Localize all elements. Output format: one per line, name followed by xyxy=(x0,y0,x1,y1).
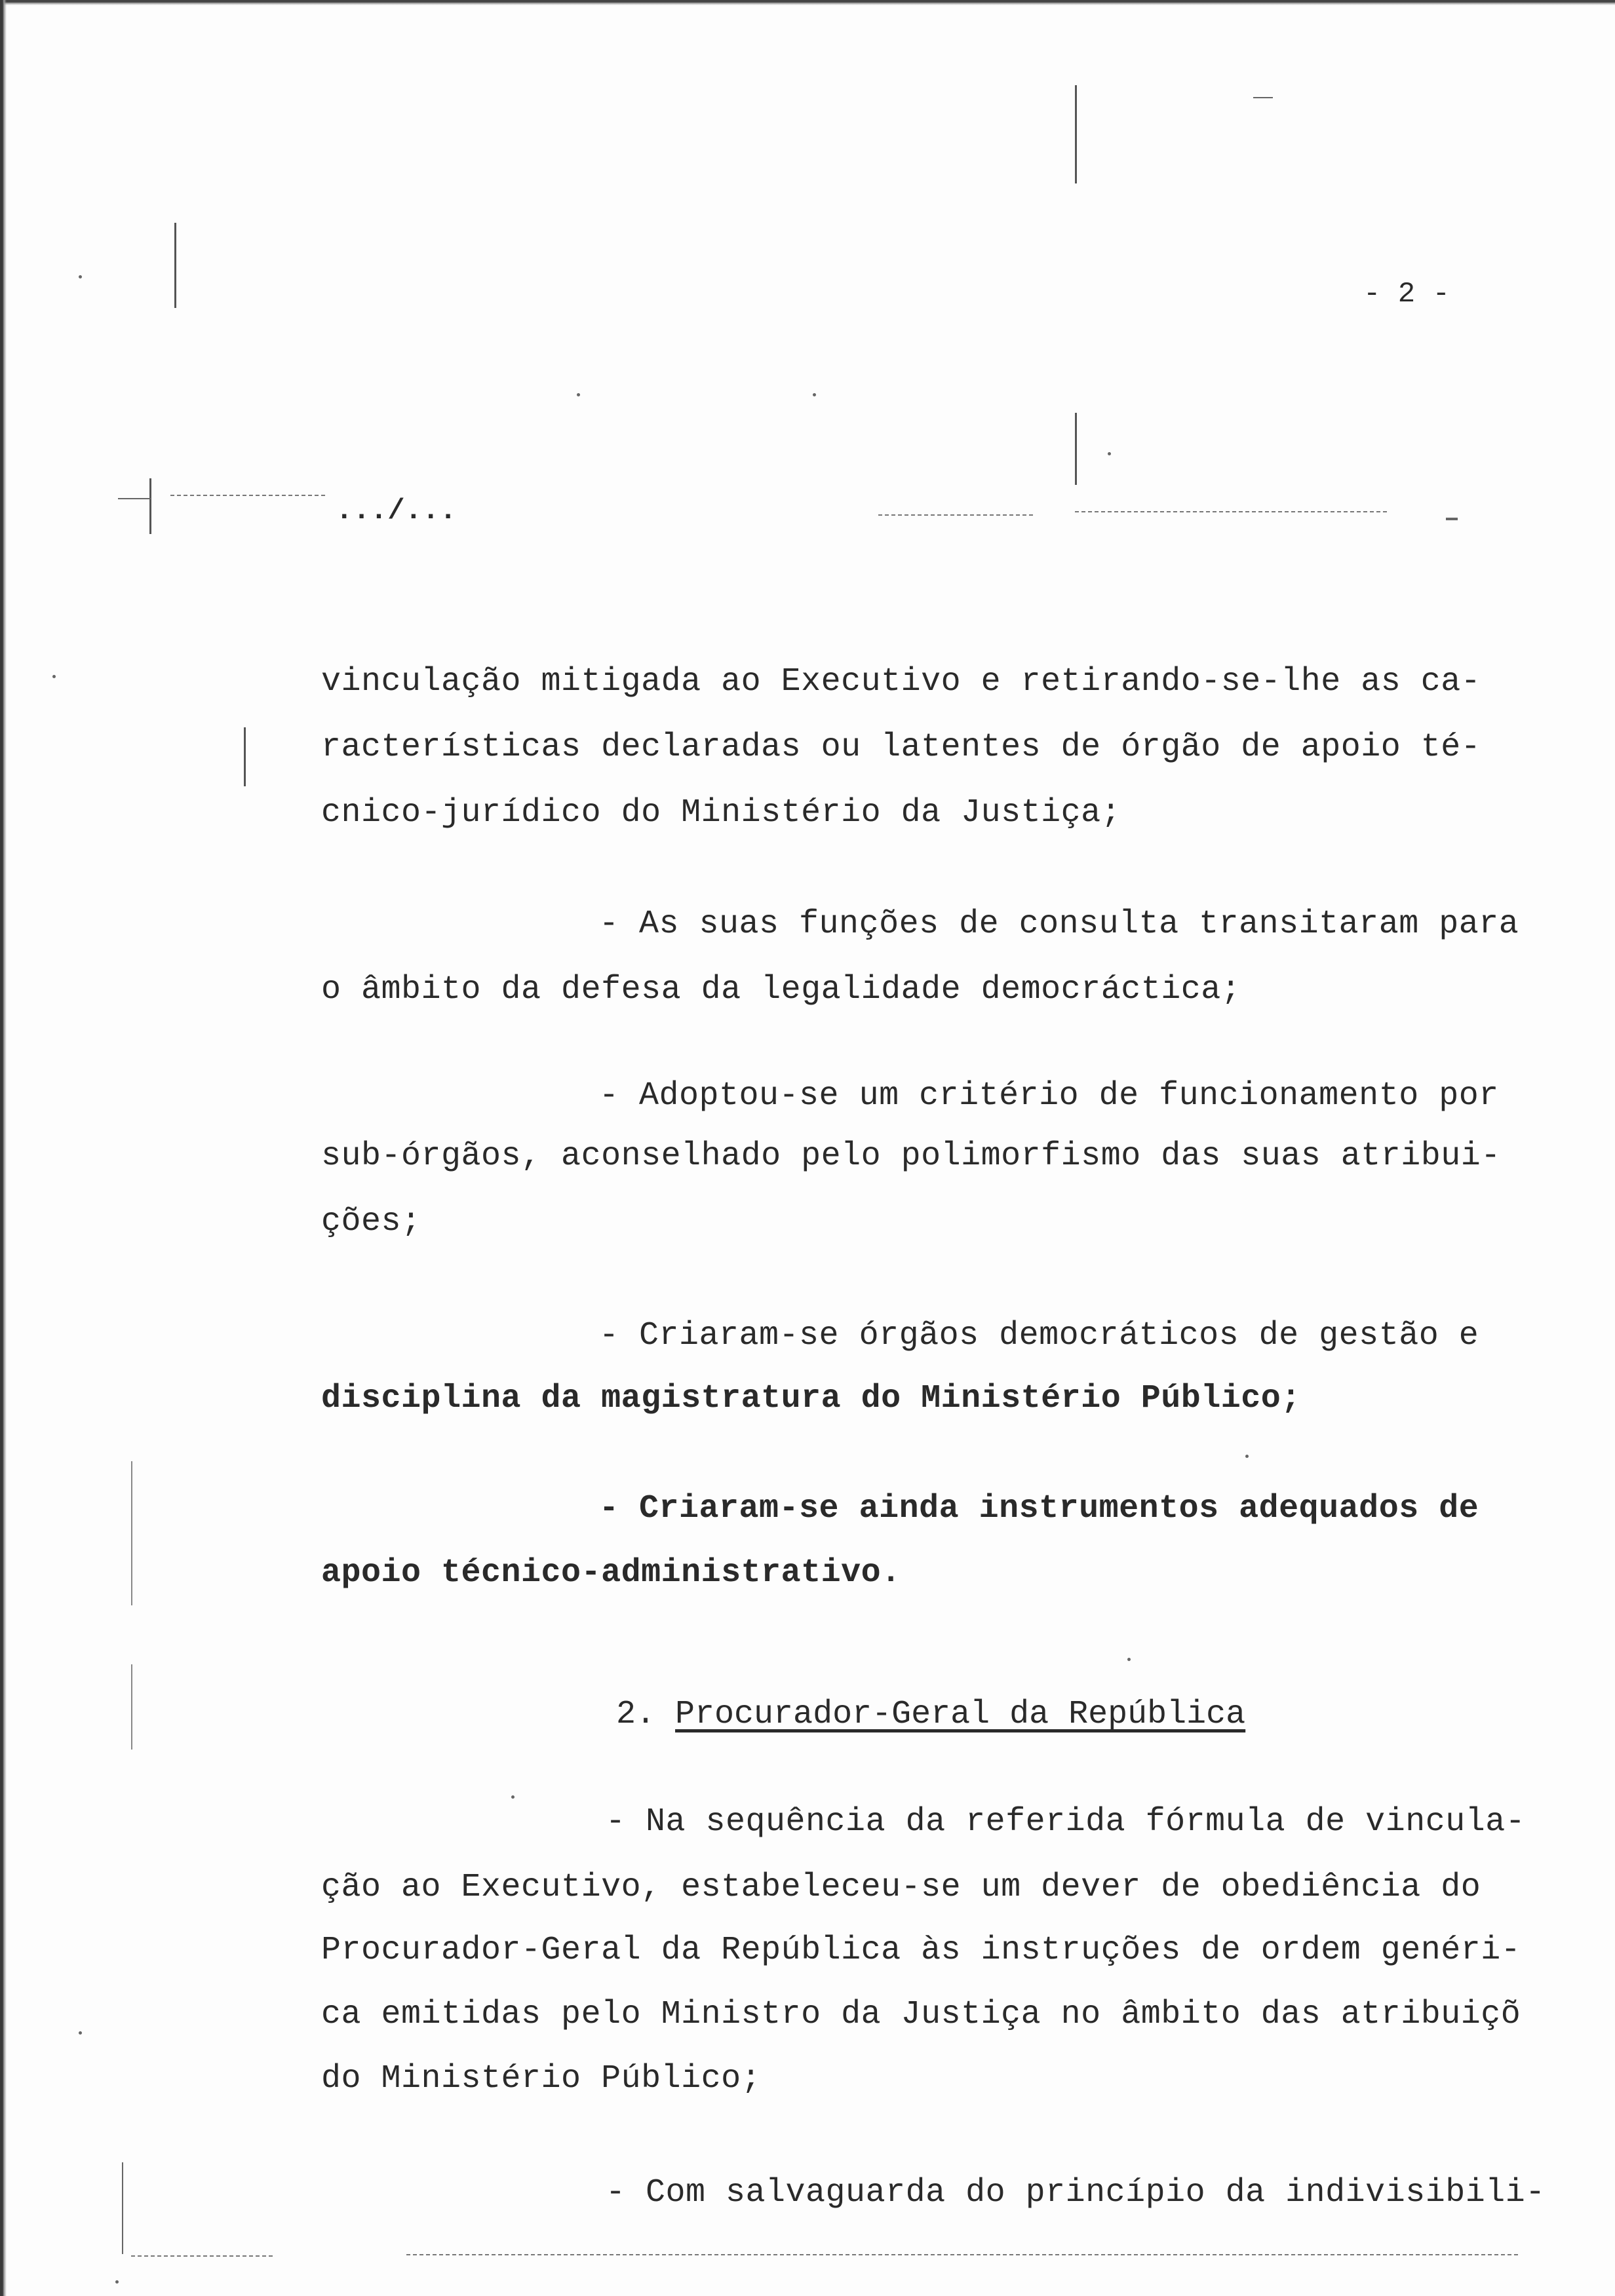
scan-speck xyxy=(79,275,82,278)
scan-top-edge xyxy=(0,0,1615,5)
paragraph-line: ções; xyxy=(321,1203,421,1240)
margin-mark xyxy=(131,1461,132,1605)
scan-speck xyxy=(115,2280,119,2284)
paragraph-line: racterísticas declaradas ou latentes de órgão de apoio té- xyxy=(321,729,1481,766)
paragraph-line: vinculação mitigada ao Executivo e retirando-se-lhe as ca- xyxy=(321,663,1481,700)
scan-speck xyxy=(79,2031,82,2035)
margin-rule xyxy=(131,2255,275,2257)
scan-speck xyxy=(1108,452,1111,455)
paragraph-line: do Ministério Público; xyxy=(321,2060,762,2097)
paragraph-line: ca emitidas pelo Ministro da Justiça no âmbito das atribuiçõ xyxy=(321,1996,1521,2033)
margin-mark xyxy=(174,223,176,308)
margin-rule xyxy=(1446,518,1458,520)
section-number: 2. xyxy=(616,1696,656,1733)
section-heading xyxy=(616,1696,1245,1733)
margin-mark xyxy=(1075,413,1077,485)
margin-rule xyxy=(1075,511,1390,512)
margin-rule xyxy=(878,514,1036,516)
paragraph-line: - Criaram-se ainda instrumentos adequados de xyxy=(599,1490,1479,1527)
paragraph-line: - As suas funções de consulta transitaram para xyxy=(599,906,1519,943)
margin-rule xyxy=(170,495,328,496)
margin-mark xyxy=(131,1664,132,1750)
margin-mark xyxy=(122,2162,123,2254)
paragraph-line: - Adoptou-se um critério de funcionamento por xyxy=(599,1077,1499,1115)
margin-rule xyxy=(118,498,151,499)
paragraph-line: sub-órgãos, aconselhado pelo polimorfismo das suas atribui- xyxy=(321,1138,1501,1175)
scan-speck xyxy=(1245,1455,1249,1458)
paragraph-line: disciplina da magistratura do Ministério Público; xyxy=(321,1380,1301,1417)
scan-speck xyxy=(577,393,580,396)
scan-speck xyxy=(1127,1658,1131,1661)
page-number: - 2 - xyxy=(1363,278,1450,311)
margin-mark xyxy=(149,478,151,534)
paragraph-line: - Criaram-se órgãos democráticos de gestão e xyxy=(599,1317,1479,1354)
paragraph-line: Procurador-Geral da República às instruções de ordem genéri- xyxy=(321,1932,1521,1969)
margin-mark xyxy=(1075,85,1077,183)
margin-rule xyxy=(406,2254,1521,2255)
section-title: Procurador-Geral da República xyxy=(675,1696,1246,1733)
paragraph-line: - Na sequência da referida fórmula de vincula- xyxy=(606,1803,1526,1841)
paragraph-line: cnico-jurídico do Ministério da Justiça; xyxy=(321,794,1121,832)
margin-mark xyxy=(244,727,246,786)
continuation-mark: .../... xyxy=(336,495,457,527)
paragraph-line: apoio técnico-administrativo. xyxy=(321,1554,901,1592)
scan-speck xyxy=(511,1795,515,1799)
scan-speck xyxy=(52,675,56,678)
paragraph-line: - Com salvaguarda do princípio da indivisibili- xyxy=(606,2174,1546,2211)
paragraph-line: ção ao Executivo, estabeleceu-se um dever de obediência do xyxy=(321,1869,1481,1906)
paragraph-line: o âmbito da defesa da legalidade democráctica; xyxy=(321,971,1241,1008)
scan-left-edge xyxy=(0,0,7,2296)
margin-rule xyxy=(1253,97,1273,98)
scan-speck xyxy=(813,393,816,396)
